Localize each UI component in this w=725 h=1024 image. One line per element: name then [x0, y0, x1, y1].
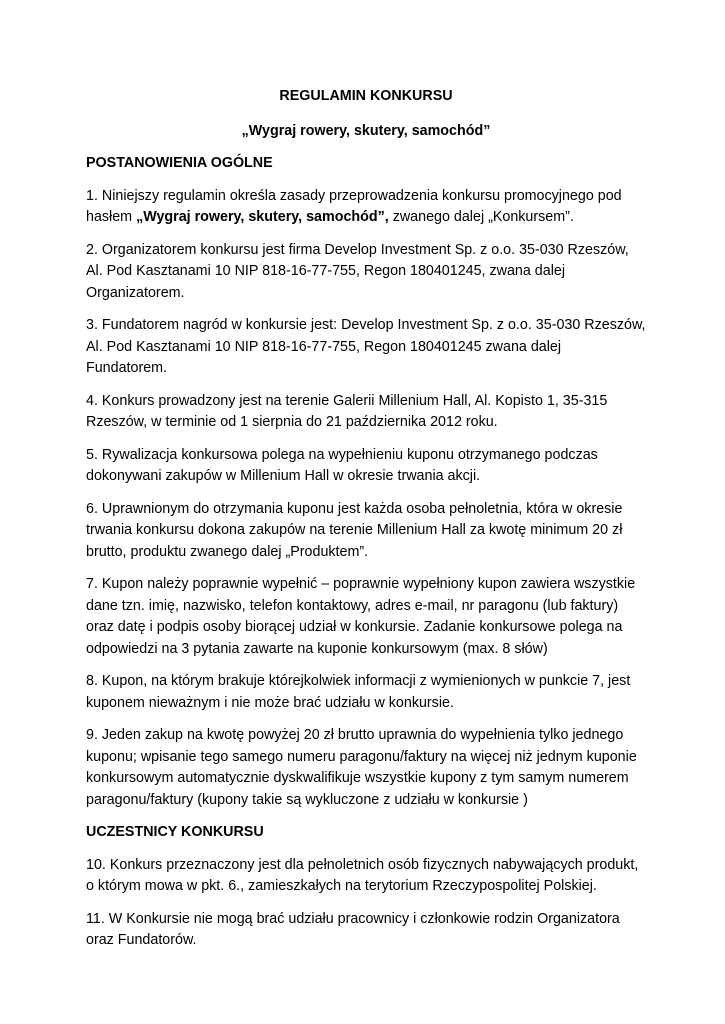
- paragraph-1: [86, 186, 646, 229]
- paragraph-9: 9. Jeden zakup na kwotę powyżej 20 zł brutto uprawnia do wypełnienia tylko jednego kuponu; wpisanie tego samego numeru paragonu/faktury na więcej niż jednym kuponie konkursowym automatycznie dyskwalifikuje wszystkie kupony z tym samym numerem paragonu/faktury (kupony takie są wykluczone z udziału w konkursie ): [86, 727, 637, 808]
- paragraph-1-text-b: zwanego dalej „Konkursem”.: [388, 209, 574, 225]
- paragraph-11: 11. W Konkursie nie mogą brać udziału pracownicy i członkowie rodzin Organizatora oraz Fundatorów.: [86, 910, 620, 948]
- contest-name-bold: „Wygraj rowery, skutery, samochód”,: [136, 209, 389, 225]
- paragraph-2: 2. Organizatorem konkursu jest firma Develop Investment Sp. z o.o. 35-030 Rzeszów, Al. Pod Kasztanami 10 NIP 818-16-77-755, Regon 180401245, zwana dalej Organizatorem.: [86, 241, 629, 301]
- paragraph-7: 7. Kupon należy poprawnie wypełnić – poprawnie wypełniony kupon zawiera wszystkie dane tzn. imię, nazwisko, telefon kontaktowy, adres e-mail, nr paragonu (lub faktury) oraz datę i podpis osoby biorącej udział w konkursie. Zadanie konkursowe polega na odpowiedzi na 3 pytania zawarte na kuponie konkursowym (max. 8 słów): [86, 576, 636, 657]
- paragraph-3: 3. Fundatorem nagród w konkursie jest: Develop Investment Sp. z o.o. 35-030 Rzeszów, Al. Pod Kasztanami 10 NIP 818-16-77-755, Regon 180401245 zwana dalej Fundatorem.: [86, 317, 646, 376]
- section-heading-general: POSTANOWIENIA OGÓLNE: [86, 155, 273, 171]
- paragraph-6: 6. Uprawnionym do otrzymania kuponu jest każda osoba pełnoletnia, która w okresie trwania konkursu dokona zakupów na terenie Millenium Hall za kwotę minimum 20 zł brutto, produktu zwanego dalej „Produktem”.: [86, 500, 623, 560]
- document-body: [86, 86, 646, 963]
- paragraph-4: 4. Konkurs prowadzony jest na terenie Galerii Millenium Hall, Al. Kopisto 1, 35-315 Rzeszów, w terminie od 1 sierpnia do 21 października 2012 roku.: [86, 392, 608, 430]
- paragraph-1-text-a: 1. Niniejszy regulamin określa zasady przeprowadzenia konkursu promocyjnego pod hasłem: [86, 187, 622, 225]
- paragraph-5: 5. Rywalizacja konkursowa polega na wypełnieniu kuponu otrzymanego podczas dokonywani zakupów w Millenium Hall w okresie trwania akcji.: [86, 446, 598, 484]
- paragraph-8: 8. Kupon, na którym brakuje którejkolwiek informacji z wymienionych w punkcie 7, jest kuponem nieważnym i nie może brać udziału w konkursie.: [86, 673, 631, 711]
- section-heading-participants: UCZESTNICY KONKURSU: [86, 824, 264, 840]
- document-subtitle: „Wygraj rowery, skutery, samochód”: [241, 122, 491, 139]
- paragraph-10: 10. Konkurs przeznaczony jest dla pełnoletnich osób fizycznych nabywających produkt, o którym mowa w pkt. 6., zamieszkałych na terytorium Rzeczypospolitej Polskiej.: [86, 856, 639, 894]
- document-title: REGULAMIN KONKURSU: [279, 88, 453, 104]
